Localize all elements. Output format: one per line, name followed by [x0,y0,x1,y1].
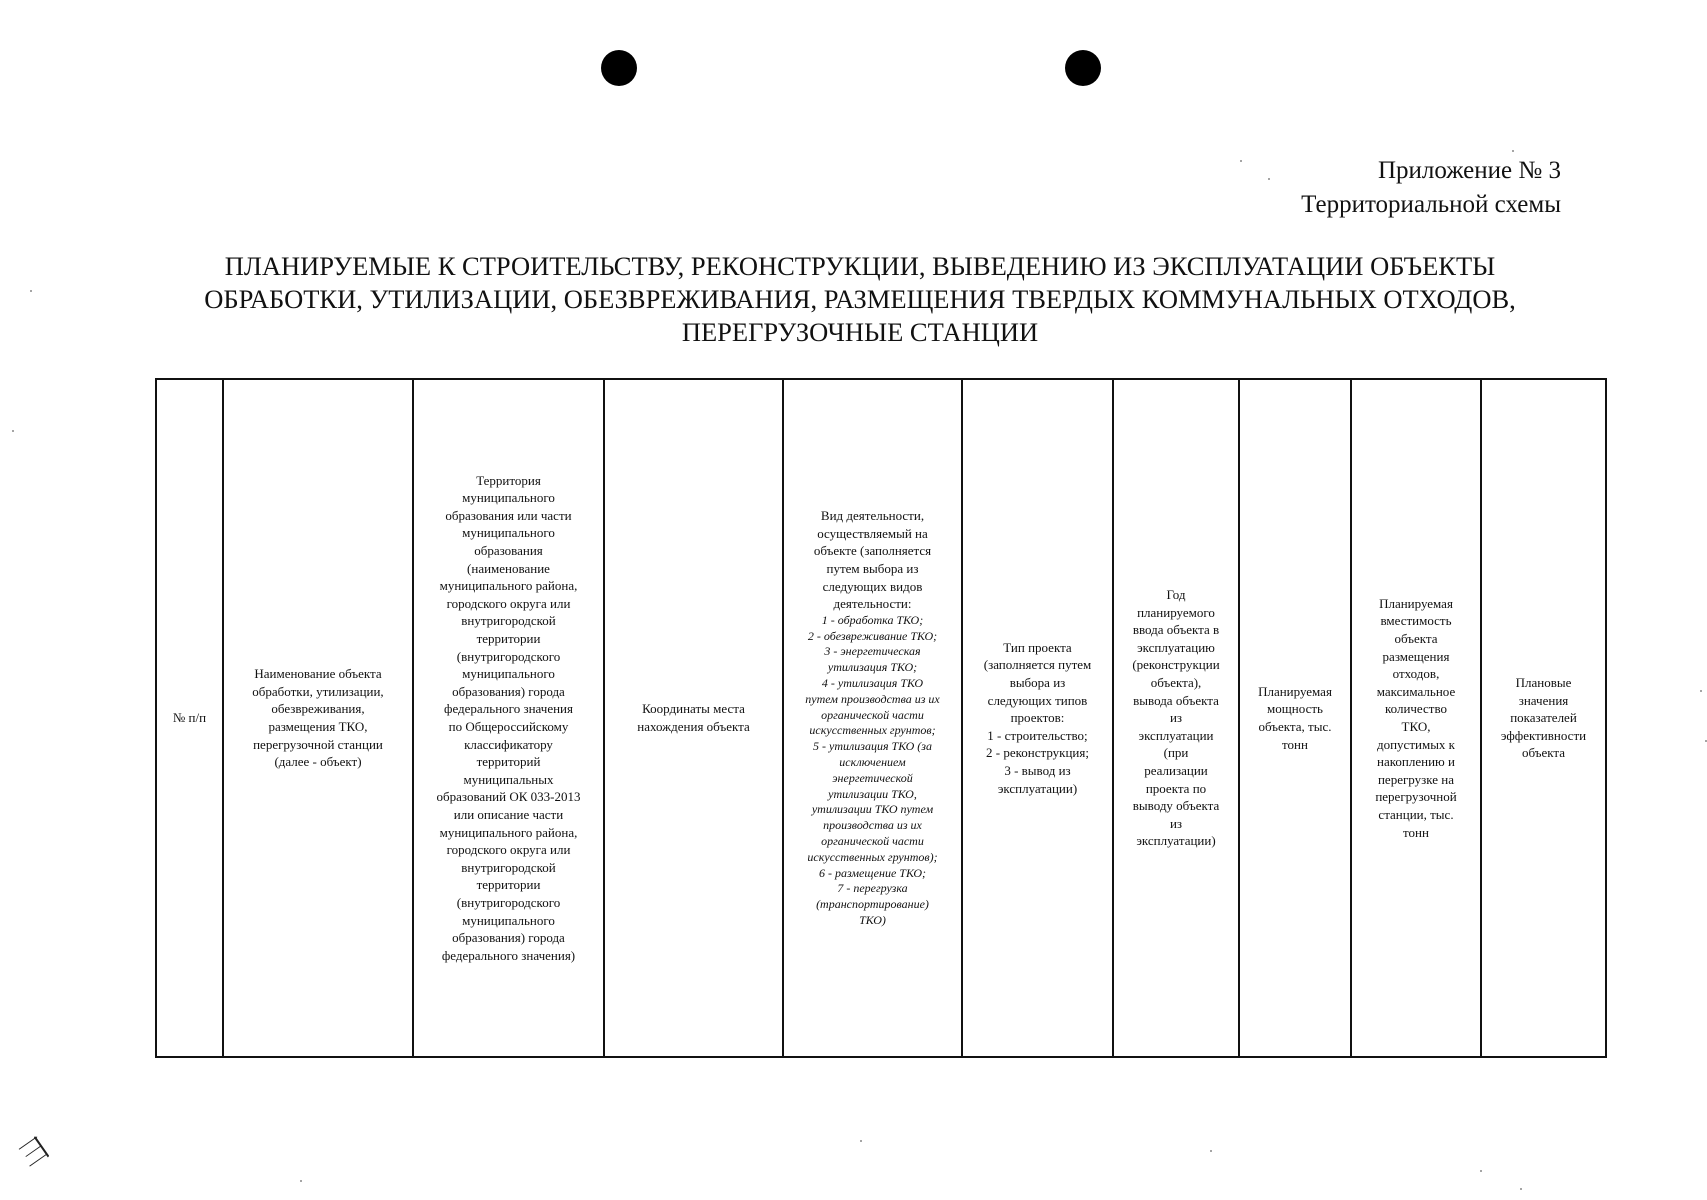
header-text-line: выводу объекта [1132,798,1220,814]
header-text-line: объекта [1521,745,1566,761]
header-text-line: муниципального района, [439,824,578,840]
title-line: ПЕРЕГРУЗОЧНЫЕ СТАНЦИИ [681,317,1039,347]
objects-table [155,378,1607,1058]
header-text-line: перегрузочной [1375,789,1457,805]
header-text-line: 6 - размещение ТКО; [818,865,927,880]
scan-speck [300,1180,302,1182]
punch-hole-right [1065,50,1101,86]
header-text-line: искусственных грунтов); [807,849,938,864]
header-text-line: следующих видов [822,578,923,594]
header-text-line: допустимых к [1376,736,1455,752]
header-text-line: федерального значения [444,701,573,717]
header-text-line: Наименование объекта [254,666,382,682]
header-activity-type [783,379,962,1057]
scan-speck [1480,1170,1482,1172]
header-project-type [962,379,1113,1057]
header-text-line: вместимость [1380,613,1452,629]
header-text-line: территорий [476,754,541,770]
scan-speck [1520,1188,1522,1190]
header-text-line: (реконструкции [1132,657,1220,673]
header-text-line: органической части [821,707,924,722]
header-text-line: городского округа или [446,842,571,858]
header-text-line: 5 - утилизация ТКО (за [813,739,932,754]
header-text-line: перегрузке на [1377,771,1455,787]
header-text-line: Планируемая [1379,595,1453,611]
header-text-line: накоплению и [1377,754,1455,770]
document-title [150,250,1570,349]
title-line: ПЛАНИРУЕМЫЕ К СТРОИТЕЛЬСТВУ, РЕКОНСТРУКЦИИ, ВЫВЕДЕНИЮ ИЗ ЭКСПЛУАТАЦИИ ОБЪЕКТЫ [224,251,1496,281]
header-text-line: (наименование [467,560,550,576]
header-text-line: отходов, [1392,666,1440,682]
scan-speck [30,290,32,292]
header-text-line: или описание части [453,806,564,822]
header-text-line: Плановые [1515,675,1572,691]
header-text-line: муниципальных [463,771,554,787]
title-line: ОБРАБОТКИ, УТИЛИЗАЦИИ, ОБЕЗВРЕЖИВАНИЯ, РАЗМЕЩЕНИЯ ТВЕРДЫХ КОММУНАЛЬНЫХ ОТХОДОВ, [204,284,1516,314]
header-text-line: объекта, тыс. [1258,719,1332,734]
table-header-row [156,379,1606,1057]
header-text-line: утилизации ТКО путем [811,802,934,817]
header-text-line: Год [1166,587,1186,603]
header-text-line: 2 - обезвреживание ТКО; [807,628,938,643]
header-text-line: проекта по [1145,780,1207,796]
header-text-line: утилизация ТКО; [827,660,918,675]
header-text-line: тонн [1282,736,1308,752]
header-text-line: энергетической [832,770,913,785]
header-text-line: планируемого [1137,604,1215,620]
header-text-line: максимальное [1376,683,1456,699]
header-text-line: показателей [1510,710,1577,726]
header-text-line: (внутригородского [456,648,561,664]
header-text-line: образования) города [452,683,565,699]
scan-speck [1240,160,1242,162]
appendix-scheme: Территориальной схемы [1301,191,1561,218]
header-text-line: тонн [1403,824,1429,840]
header-text-line: муниципального района, [439,578,578,594]
header-text-line: утилизации ТКО, [828,786,917,801]
header-number: № п/п [156,379,223,1057]
header-text-line: классификатору [464,736,553,752]
header-text-line: 1 - обработка ТКО; [821,612,924,627]
header-storage-capacity [1351,379,1481,1057]
header-text-line: количество [1384,701,1448,717]
header-text-line: муниципального [462,666,555,682]
header-coordinates [604,379,783,1057]
scan-speck [1268,178,1270,180]
scan-speck [1700,690,1702,692]
header-text-line: следующих типов [987,692,1088,708]
header-text-line: образований ОК 033-2013 [436,789,581,805]
header-text-line: муниципального [462,912,555,928]
scan-speck [860,1140,862,1142]
header-efficiency [1481,379,1606,1057]
header-text-line: по Общероссийскому [448,719,569,734]
header-text-line: внутригородской [461,613,556,629]
header-text-line: эксплуатации) [1136,833,1216,849]
header-text-line: Тип проекта [1003,639,1072,655]
header-text-line: реализации [1144,762,1208,778]
header-text-line: 3 - энергетическая [824,644,921,659]
header-text-line: вывода объекта [1133,692,1219,708]
header-text-line: муниципального [462,525,555,541]
header-text-line: эксплуатации [1138,727,1214,743]
header-text-line: (далее - объект) [274,754,362,770]
header-text-line: обезвреживания, [271,701,365,717]
header-capacity [1239,379,1351,1057]
header-text-line: ТКО) [859,912,886,927]
header-text-line: производства из их [823,818,922,833]
header-text-line: ТКО, [1401,719,1431,734]
header-text-line: из [1169,815,1183,831]
header-territory [413,379,604,1057]
header-text-line: 2 - реконструкция; [986,745,1089,761]
header-text-line: объекта [1394,631,1438,647]
punch-hole-left [601,50,637,86]
header-text-line: 1 - строительство; [987,727,1088,743]
header-text-line: деятельности: [833,596,912,612]
header-text-line: выбора из [1009,675,1066,691]
handwritten-mark: ⺕ [13,1130,57,1175]
header-text-line: эксплуатацию [1137,639,1215,655]
header-year [1113,379,1239,1057]
header-text-line: Территория [476,472,541,488]
header-text-line: ввода объекта в [1132,622,1220,638]
header-text-line: перегрузочной станции [253,736,383,752]
header-text-line: обработки, утилизации, [252,683,384,699]
header-text-line: размещения ТКО, [268,719,368,734]
header-text-line: образования [474,543,543,559]
header-text-line: муниципального [462,490,555,506]
scan-speck [12,430,14,432]
header-text-line: исключением [839,754,906,769]
header-text-line: органической части [821,833,924,848]
header-text-line: 4 - утилизация ТКО [821,676,924,690]
header-text-line: (при [1163,745,1189,761]
header-text-line: проектов: [1010,710,1065,726]
header-text-line: (транспортирование) [816,897,929,912]
header-text-line: значения [1518,692,1569,708]
header-text-line: объекта), [1150,675,1202,691]
appendix-label [1301,154,1561,222]
header-text-line: путем выбора из [826,561,919,577]
header-text-line: из [1169,710,1183,726]
header-text-line: станции, тыс. [1378,806,1454,822]
header-text-line: размещения [1382,648,1450,664]
header-text-line: нахождения объекта [637,719,750,734]
header-text-line: внутригородской [461,859,556,875]
header-text-line: (заполняется путем [983,657,1092,673]
header-text-line: осуществляемый на [817,525,928,541]
header-text-line: образования или части [445,507,572,523]
header-text-line: 3 - вывод из [1004,762,1071,778]
header-text-line: городского округа или [446,595,571,611]
header-text-line: мощность [1267,701,1323,717]
scan-speck [1210,1150,1212,1152]
header-text-line: федерального значения) [441,947,576,963]
appendix-number: Приложение № 3 [1377,157,1561,184]
header-text-line: Планируемая [1258,683,1332,699]
header-text-line: территории [476,631,541,647]
header-text-line: искусственных грунтов; [809,723,936,738]
header-object-name [223,379,413,1057]
scan-speck [1512,150,1514,152]
header-text-line: эффективности [1500,727,1587,743]
header-text-line: Вид деятельности, [820,508,925,524]
header-text-line: Координаты места [642,701,745,717]
header-text-line: (внутригородского [456,894,561,910]
header-text-line: объекте (заполняется [813,543,932,559]
header-text-line: эксплуатации) [997,780,1078,796]
header-text-line: путем производства из их [805,691,940,706]
header-text-line: территории [476,877,541,893]
header-text-line: образования) города [452,930,565,946]
header-text-line: 7 - перегрузка [837,881,908,896]
